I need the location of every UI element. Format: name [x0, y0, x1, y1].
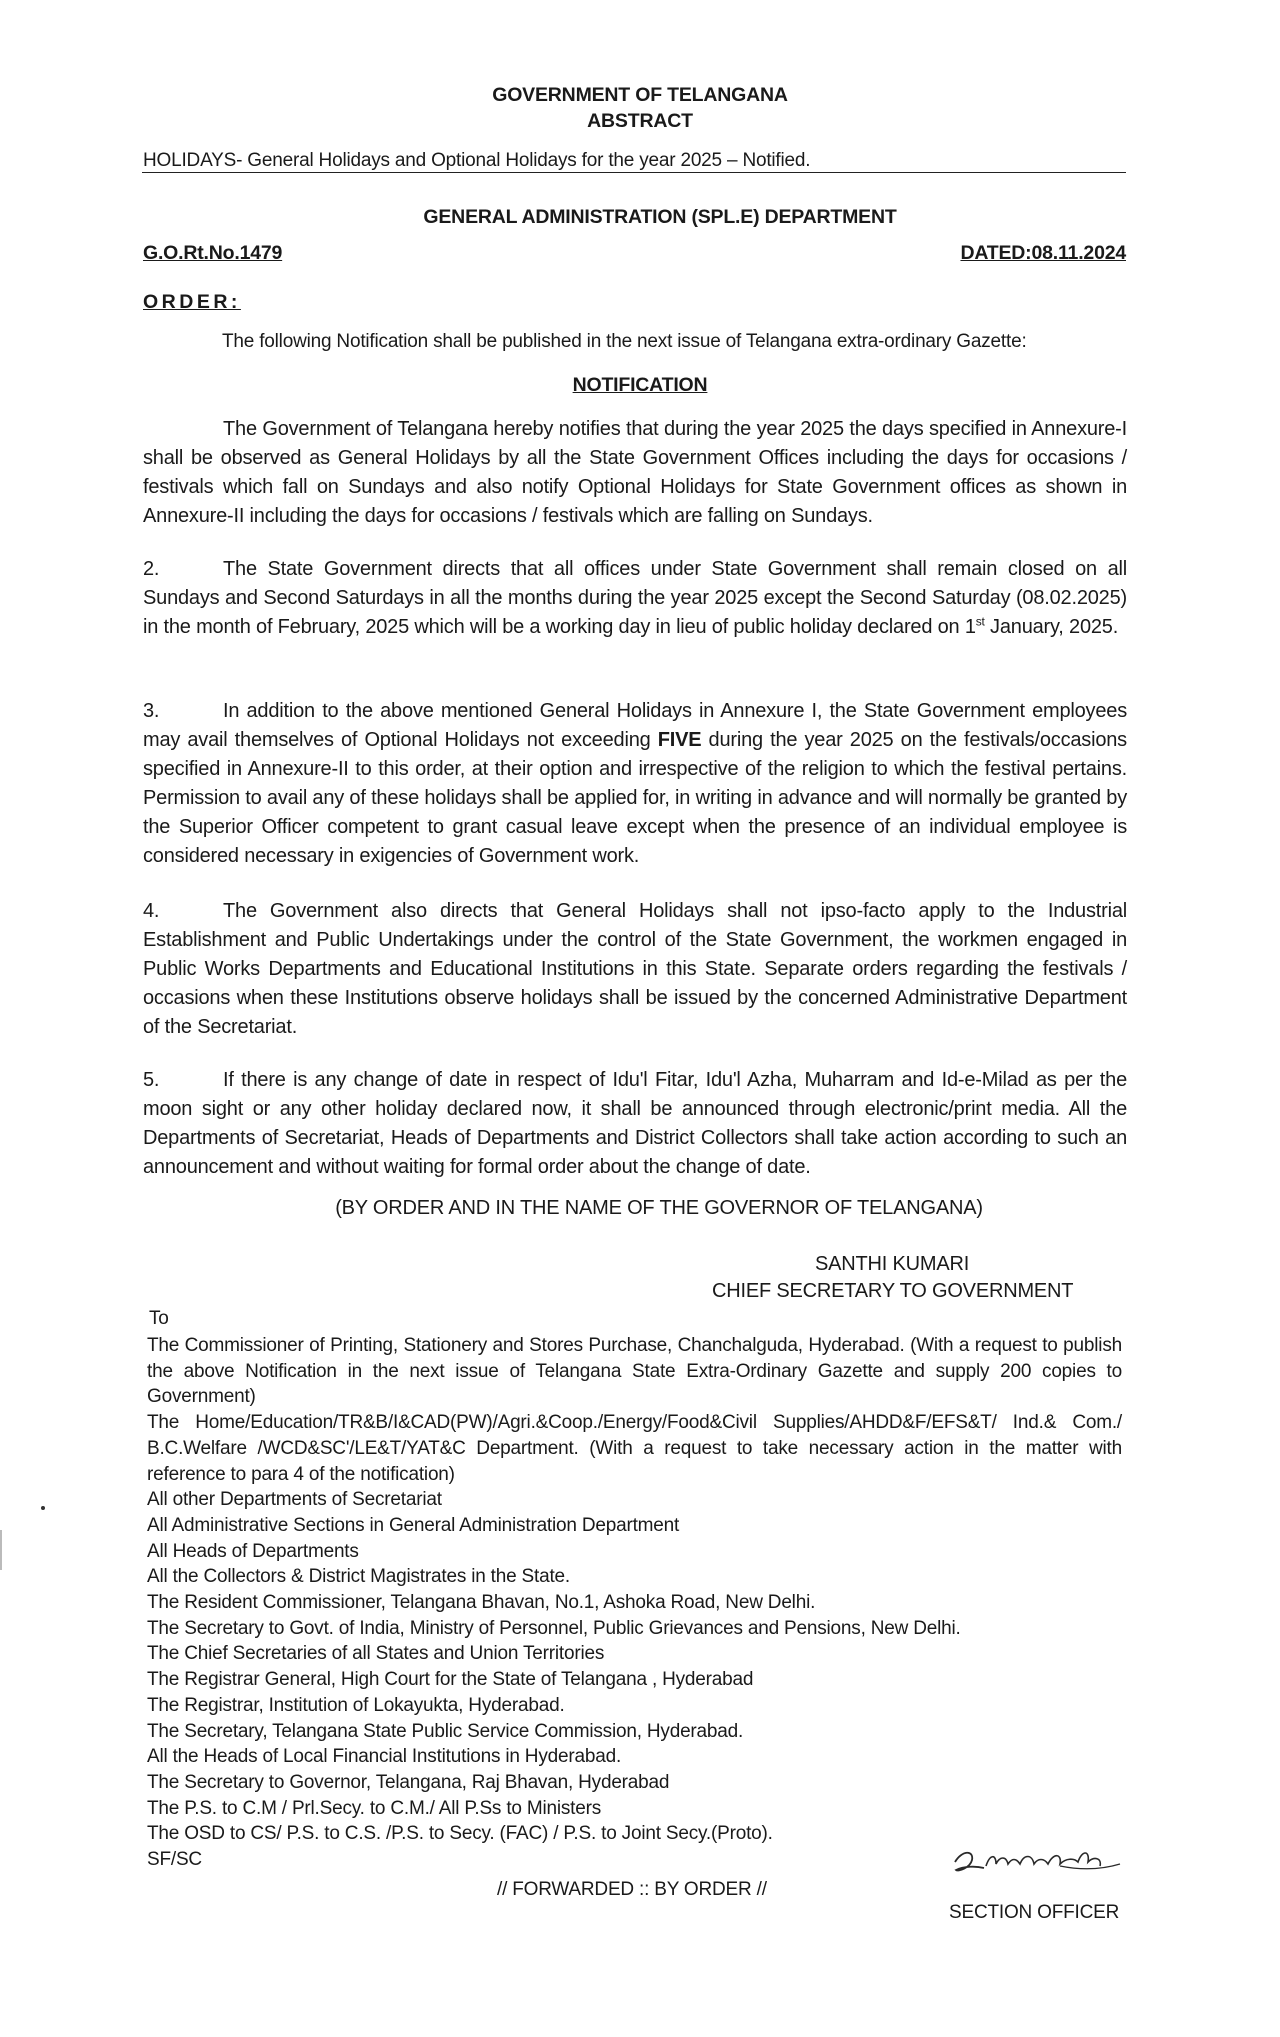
paragraph-2-tail: January, 2025. [984, 616, 1119, 638]
order-label: ORDER: [143, 291, 241, 313]
distribution-item: The Commissioner of Printing, Stationery and Stores Purchase, Chanchalguda, Hyderabad. (With a request to publish the above Notification in the next issue of Telangana State Extra-Ordinary Gazette and supply 200 copies to Government) [147, 1335, 1122, 1408]
paragraph-2-superscript: st [975, 614, 985, 629]
subject-underline [142, 172, 1126, 173]
signature-scribble [950, 1836, 1150, 1880]
paragraph-3-text-end: during the year 2025 on the festivals/occasions specified in Annexure-II to this order, at their option and irrespective of the religion to which the festival pertains. Permission to avail any of these holidays shall be applied for, in writing in advance and will normally be granted by the Superior Officer competent to grant casual leave except when the presence of an individual employee is considered necessary in exigencies of Government work. [143, 729, 1127, 867]
distribution-item: All Heads of Departments [147, 1540, 359, 1562]
department-title: GENERAL ADMINISTRATION (SPL.E) DEPARTMENT [423, 206, 897, 228]
paragraph-2-text: The State Government directs that all offices under State Government shall remain closed on all Sundays and Second Saturdays in all the months during the year 2025 except the Second Saturday (08.02.2025) in the month of February, 2025 which will be a working day in lieu of public holiday declared on 1 [143, 558, 1127, 638]
distribution-item: SF/SC [147, 1849, 202, 1871]
paragraph-3-text-start: In addition to the above mentioned General Holidays in Annexure I, the State Government employees may avail themselves of Optional Holidays not exceeding [143, 700, 1127, 751]
distribution-item: The Secretary to Governor, Telangana, Raj Bhavan, Hyderabad [147, 1771, 670, 1793]
order-date: DATED:08.11.2024 [960, 242, 1126, 264]
paragraph-3 [143, 697, 1127, 871]
paragraph-1-text: The Government of Telangana hereby notifies that during the year 2025 the days specified in Annexure-I shall be observed as General Holidays by all the State Government Offices including the days for occasions / festivals which fall on Sundays and also notify Optional Holidays for State Government offices as shown in Annexure-II including the days for occasions / festivals which are falling on Sundays. [143, 418, 1127, 527]
distribution-item: The Secretary, Telangana State Public Service Commission, Hyderabad. [147, 1720, 744, 1742]
abstract-title: ABSTRACT [587, 110, 693, 132]
paragraph-4 [143, 897, 1127, 1042]
distribution-list [147, 1333, 1122, 1873]
distribution-item: All the Collectors & District Magistrates in the State. [147, 1566, 570, 1588]
distribution-item: The Home/Education/TR&B/I&CAD(PW)/Agri.&Coop./Energy/Food&Civil Supplies/AHDD&F/EFS&T/ Ind.& Com./ B.C.Welfare /WCD&SC'/LE&T/YAT&C Department. (With a request to take necessary action in the matter with reference to para 4 of the notification) [147, 1412, 1122, 1485]
distribution-item: The P.S. to C.M / Prl.Secy. to C.M./ All P.Ss to Ministers [147, 1797, 602, 1819]
distribution-item: All other Departments of Secretariat [147, 1489, 442, 1511]
paragraph-3-bold: FIVE [657, 729, 702, 751]
order-number: G.O.Rt.No.1479 [143, 242, 283, 264]
subject-line: HOLIDAYS- General Holidays and Optional Holidays for the year 2025 – Notified. [143, 150, 811, 171]
paragraph-5 [143, 1066, 1127, 1182]
to-label: To [149, 1308, 169, 1329]
distribution-item: The Secretary to Govt. of India, Ministry of Personnel, Public Grievances and Pensions, New Delhi. [147, 1617, 961, 1639]
distribution-item: The Resident Commissioner, Telangana Bhavan, No.1, Ashoka Road, New Delhi. [147, 1592, 816, 1614]
paragraph-1 [143, 415, 1127, 531]
forwarded-line: // FORWARDED :: BY ORDER // [497, 1879, 767, 1900]
distribution-item: The Registrar General, High Court for the State of Telangana , Hyderabad [147, 1669, 754, 1691]
paragraph-4-text: The Government also directs that General Holidays shall not ipso-facto apply to the Industrial Establishment and Public Undertakings under the control of the State Government, the workmen engaged in Public Works Departments and Educational Institutions in this State. Separate orders regarding the festivals / occasions when these Institutions observe holidays shall be issued by the concerned Administrative Department of the Secretariat. [143, 900, 1127, 1038]
signatory-name: SANTHI KUMARI [815, 1253, 970, 1275]
paragraph-2-number: 2. [143, 558, 160, 580]
paragraph-3-number: 3. [143, 700, 160, 722]
distribution-item: All Administrative Sections in General Administration Department [147, 1514, 680, 1536]
notification-title: NOTIFICATION [572, 374, 708, 396]
by-order-line: (BY ORDER AND IN THE NAME OF THE GOVERNOR OF TELANGANA) [335, 1197, 983, 1219]
margin-mark [0, 1530, 2, 1570]
distribution-item: The OSD to CS/ P.S. to C.S. /P.S. to Secy. (FAC) / P.S. to Joint Secy.(Proto). [147, 1823, 773, 1845]
distribution-item: The Chief Secretaries of all States and Union Territories [147, 1643, 605, 1665]
distribution-item: All the Heads of Local Financial Institutions in Hyderabad. [147, 1746, 622, 1768]
order-intro: The following Notification shall be published in the next issue of Telangana extra-ordinary Gazette: [222, 331, 1027, 352]
paragraph-5-number: 5. [143, 1069, 160, 1091]
paragraph-2 [143, 555, 1127, 642]
paragraph-4-number: 4. [143, 900, 160, 922]
paragraph-5-text: If there is any change of date in respect of Idu'l Fitar, Idu'l Azha, Muharram and Id-e-Milad as per the moon sight or any other holiday declared now, it shall be announced through electronic/print media. All the Departments of Secretariat, Heads of Departments and District Collectors shall take action according to such an announcement and without waiting for formal order about the change of date. [143, 1069, 1127, 1178]
section-officer-label: SECTION OFFICER [949, 1902, 1120, 1923]
distribution-item: The Registrar, Institution of Lokayukta, Hyderabad. [147, 1694, 565, 1716]
govt-title: GOVERNMENT OF TELANGANA [492, 84, 788, 106]
signatory-designation: CHIEF SECRETARY TO GOVERNMENT [712, 1280, 1074, 1302]
margin-dot [41, 1506, 45, 1510]
